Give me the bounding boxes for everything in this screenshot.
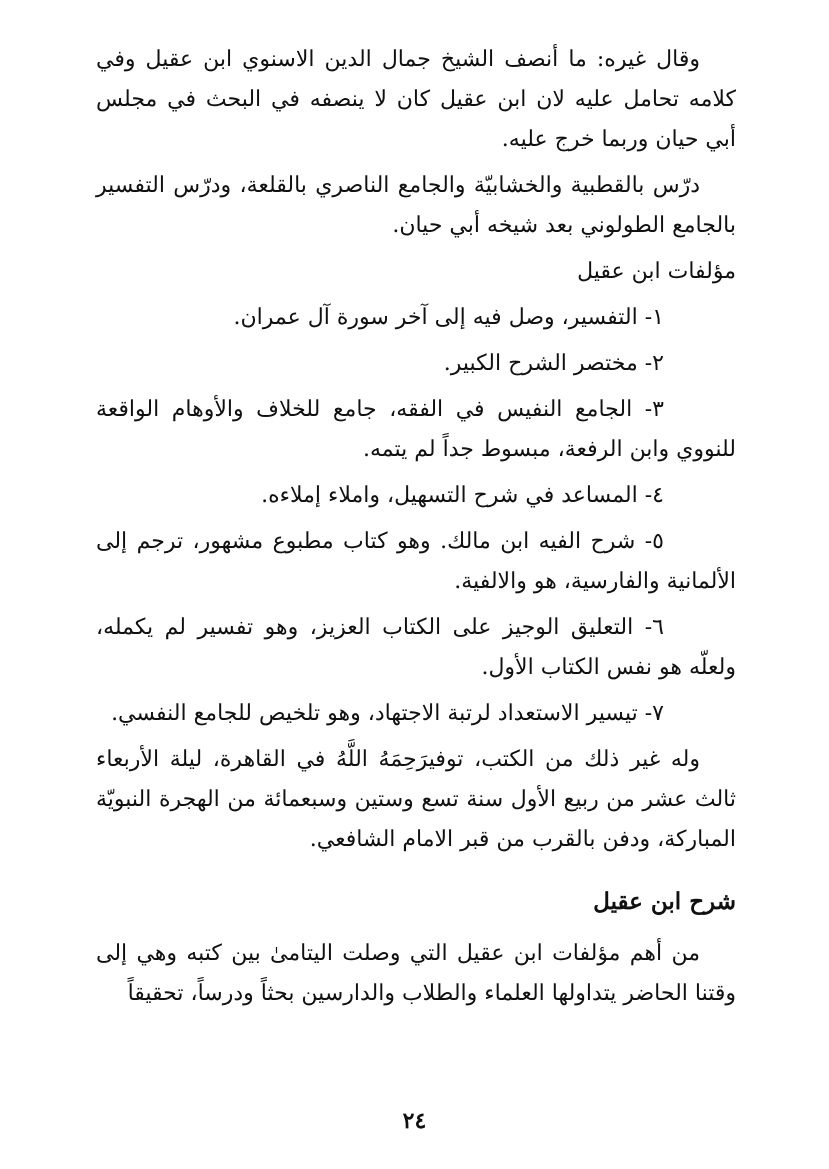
list-item: ٦- التعليق الوجيز على الكتاب العزيز، وهو تفسير لم يكمله، ولعلّه هو نفس الكتاب الأول. xyxy=(96,615,736,680)
section-title: شرح ابن عقيل xyxy=(593,888,736,915)
paragraph-criticism: وقال غيره: ما أنصف الشيخ جمال الدين الاسنوي ابن عقيل وفي كلامه تحامل عليه لان ابن عقيل كان لا ينصفه في البحث في مجلس أبي حيان وربما خرج عليه. xyxy=(96,47,736,152)
paragraph-sharh: من أهم مؤلفات ابن عقيل التي وصلت اليتامىٰ بين كتبه وهي إلى وقتنا الحاضر يتداولها العلماء والطلاب والدارسين بحثاً ودرساً، تحقيقاً xyxy=(96,941,736,1006)
works-heading: مؤلفات ابن عقيل xyxy=(577,259,736,284)
list-item: ٤- المساعد في شرح التسهيل، واملاء إملاءه. xyxy=(261,483,664,508)
list-item: ١- التفسير، وصل فيه إلى آخر سورة آل عمران. xyxy=(233,305,664,330)
paragraph-death: وله غير ذلك من الكتب، توفيرَحِمَهُ اللَّهُ في القاهرة، ليلة الأربعاء ثالث عشر من ربيع الأول سنة تسع وستين وسبعمائة من الهجرة النبويّة المباركة، ودفن بالقرب من قبر الامام الشافعي. xyxy=(96,747,736,852)
list-item: ٢- مختصر الشرح الكبير. xyxy=(443,351,664,376)
works-list xyxy=(96,298,736,734)
list-item: ٧- تيسير الاستعداد لرتبة الاجتهاد، وهو تلخيص للجامع النفسي. xyxy=(111,701,664,726)
paragraph-teaching: درّس بالقطبية والخشابيّة والجامع الناصري بالقلعة، ودرّس التفسير بالجامع الطولوني بعد شيخه أبي حيان. xyxy=(96,173,736,238)
page-number: ٢٤ xyxy=(402,1108,427,1134)
list-item: ٣- الجامع النفيس في الفقه، جامع للخلاف والأوهام الواقعة للنووي وابن الرفعة، مبسوط جداً لم يتمه. xyxy=(96,397,736,462)
list-item: ٥- شرح الفيه ابن مالك. وهو كتاب مطبوع مشهور، ترجم إلى الألمانية والفارسية، هو والالفية. xyxy=(96,529,736,594)
page-body xyxy=(96,40,736,1020)
